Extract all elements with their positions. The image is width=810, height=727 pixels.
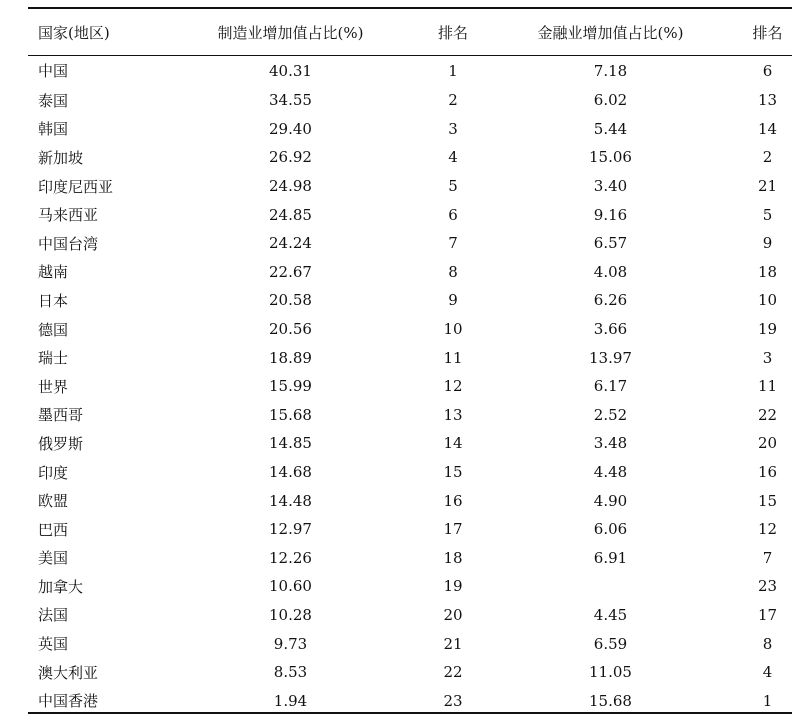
finance-share-cell: 6.57 bbox=[593, 234, 628, 253]
manufacturing-rank-cell: 21 bbox=[443, 634, 463, 653]
manufacturing-rank-cell: 4 bbox=[448, 148, 458, 167]
table-row bbox=[28, 515, 810, 544]
manufacturing-share-cell: 20.56 bbox=[269, 320, 312, 339]
table-row bbox=[28, 200, 810, 229]
finance-rank-cell: 7 bbox=[762, 548, 773, 567]
country-cell: 俄罗斯 bbox=[38, 434, 84, 453]
header-finance-share: 金融业增加值占比(%) bbox=[537, 23, 684, 42]
finance-rank-cell: 8 bbox=[762, 634, 773, 653]
header-country: 国家(地区) bbox=[38, 23, 110, 42]
manufacturing-rank-cell: 15 bbox=[443, 463, 463, 482]
finance-rank-cell: 18 bbox=[757, 262, 778, 281]
table-row bbox=[28, 172, 810, 201]
country-cell: 马来西亚 bbox=[38, 206, 99, 225]
finance-rank-cell: 19 bbox=[757, 320, 778, 339]
manufacturing-rank-cell: 16 bbox=[443, 491, 463, 510]
data-table bbox=[28, 9, 810, 715]
finance-share-cell: 6.91 bbox=[593, 548, 628, 567]
finance-share-cell: 15.06 bbox=[589, 148, 632, 167]
manufacturing-rank-cell: 17 bbox=[443, 520, 463, 539]
manufacturing-rank-cell: 23 bbox=[443, 691, 463, 710]
country-cell: 泰国 bbox=[38, 91, 69, 110]
manufacturing-share-cell: 34.55 bbox=[269, 91, 312, 110]
finance-share-cell: 6.02 bbox=[593, 91, 628, 110]
table-row bbox=[28, 658, 810, 687]
manufacturing-share-cell: 20.58 bbox=[269, 291, 312, 310]
manufacturing-share-cell: 22.67 bbox=[269, 262, 312, 281]
finance-rank-cell: 2 bbox=[762, 148, 773, 167]
table-header bbox=[28, 9, 810, 55]
finance-share-cell: 15.68 bbox=[589, 691, 632, 710]
finance-share-cell: 6.59 bbox=[593, 634, 628, 653]
finance-rank-cell: 17 bbox=[757, 605, 778, 624]
table-row bbox=[28, 115, 810, 144]
manufacturing-share-cell: 1.94 bbox=[273, 691, 308, 710]
country-cell: 瑞士 bbox=[38, 349, 69, 368]
finance-share-cell: 7.18 bbox=[593, 61, 628, 80]
finance-rank-cell: 6 bbox=[762, 61, 773, 80]
manufacturing-rank-cell: 9 bbox=[448, 291, 458, 310]
finance-rank-cell: 12 bbox=[757, 520, 778, 539]
finance-rank-cell: 13 bbox=[757, 91, 778, 110]
manufacturing-share-cell: 12.26 bbox=[269, 548, 312, 567]
manufacturing-rank-cell: 7 bbox=[448, 234, 458, 253]
manufacturing-share-cell: 26.92 bbox=[269, 148, 312, 167]
table-row bbox=[28, 629, 810, 658]
finance-share-cell: 2.52 bbox=[593, 405, 628, 424]
manufacturing-share-cell: 12.97 bbox=[269, 520, 312, 539]
table-row bbox=[28, 486, 810, 515]
table-row bbox=[28, 572, 810, 601]
table-row bbox=[28, 229, 810, 258]
manufacturing-share-cell: 29.40 bbox=[269, 119, 312, 138]
country-cell: 加拿大 bbox=[38, 577, 84, 596]
country-cell: 越南 bbox=[38, 263, 69, 282]
manufacturing-share-cell: 14.48 bbox=[269, 491, 312, 510]
finance-share-cell: 4.48 bbox=[593, 463, 628, 482]
manufacturing-share-cell: 40.31 bbox=[269, 61, 312, 80]
manufacturing-rank-cell: 20 bbox=[443, 605, 463, 624]
header-row bbox=[28, 9, 810, 55]
finance-share-cell: 3.48 bbox=[593, 434, 628, 453]
finance-rank-cell: 20 bbox=[757, 434, 778, 453]
finance-rank-cell: 21 bbox=[757, 177, 778, 196]
table-row bbox=[28, 286, 810, 315]
country-cell: 韩国 bbox=[38, 120, 69, 139]
country-cell: 新加坡 bbox=[38, 148, 84, 167]
finance-rank-cell: 23 bbox=[757, 577, 778, 596]
manufacturing-share-cell: 9.73 bbox=[273, 634, 308, 653]
manufacturing-share-cell: 8.53 bbox=[273, 663, 308, 682]
finance-share-cell: 3.40 bbox=[593, 177, 628, 196]
finance-share-cell: 4.90 bbox=[593, 491, 628, 510]
country-cell: 日本 bbox=[38, 291, 69, 310]
manufacturing-share-cell: 10.28 bbox=[269, 605, 312, 624]
manufacturing-share-cell: 10.60 bbox=[269, 577, 312, 596]
manufacturing-rank-cell: 6 bbox=[448, 205, 458, 224]
manufacturing-share-cell: 24.85 bbox=[269, 205, 312, 224]
table-row bbox=[28, 258, 810, 287]
country-cell: 中国香港 bbox=[38, 692, 99, 711]
country-cell: 中国 bbox=[38, 62, 69, 80]
finance-share-cell: 6.17 bbox=[593, 377, 628, 396]
finance-rank-cell: 4 bbox=[762, 663, 773, 682]
finance-share-cell: 4.08 bbox=[593, 262, 628, 281]
manufacturing-rank-cell: 1 bbox=[448, 61, 458, 80]
finance-share-cell: 6.06 bbox=[593, 520, 628, 539]
table-row bbox=[28, 55, 810, 86]
finance-rank-cell: 22 bbox=[757, 405, 778, 424]
header-manufacturing-share: 制造业增加值占比(%) bbox=[217, 23, 364, 42]
country-cell: 墨西哥 bbox=[38, 406, 84, 425]
finance-rank-cell: 9 bbox=[762, 234, 773, 253]
header-manufacturing-rank: 排名 bbox=[437, 23, 468, 42]
manufacturing-rank-cell: 2 bbox=[448, 91, 458, 110]
manufacturing-rank-cell: 12 bbox=[443, 377, 463, 396]
country-cell: 英国 bbox=[38, 635, 69, 654]
manufacturing-share-cell: 18.89 bbox=[269, 348, 312, 367]
country-cell: 法国 bbox=[38, 606, 69, 625]
country-cell: 澳大利亚 bbox=[38, 663, 99, 682]
country-cell: 世界 bbox=[38, 377, 69, 396]
finance-share-cell bbox=[513, 572, 708, 601]
country-cell: 印度 bbox=[38, 463, 69, 482]
manufacturing-rank-cell: 13 bbox=[443, 405, 463, 424]
manufacturing-share-cell: 24.98 bbox=[269, 177, 312, 196]
manufacturing-share-cell: 14.85 bbox=[269, 434, 312, 453]
table-row bbox=[28, 429, 810, 458]
finance-share-cell: 5.44 bbox=[593, 119, 628, 138]
manufacturing-rank-cell: 18 bbox=[443, 548, 463, 567]
manufacturing-share-cell: 14.68 bbox=[269, 463, 312, 482]
finance-rank-cell: 1 bbox=[762, 691, 773, 710]
table-row bbox=[28, 372, 810, 401]
table-row bbox=[28, 315, 810, 344]
manufacturing-rank-cell: 22 bbox=[443, 663, 463, 682]
finance-share-cell: 3.66 bbox=[593, 320, 628, 339]
table-row bbox=[28, 401, 810, 430]
finance-rank-cell: 14 bbox=[757, 119, 778, 138]
finance-rank-cell: 16 bbox=[757, 463, 778, 482]
manufacturing-rank-cell: 11 bbox=[443, 348, 463, 367]
finance-rank-cell: 10 bbox=[757, 291, 778, 310]
table-row bbox=[28, 143, 810, 172]
table-row bbox=[28, 601, 810, 630]
table-row bbox=[28, 86, 810, 115]
country-cell: 德国 bbox=[38, 320, 69, 339]
country-cell: 欧盟 bbox=[38, 492, 69, 511]
manufacturing-rank-cell: 14 bbox=[443, 434, 463, 453]
header-finance-rank: 排名 bbox=[752, 23, 783, 42]
manufacturing-rank-cell: 5 bbox=[448, 177, 458, 196]
finance-rank-cell: 5 bbox=[762, 205, 773, 224]
manufacturing-rank-cell: 3 bbox=[448, 119, 458, 138]
finance-share-cell: 11.05 bbox=[589, 663, 632, 682]
table-row bbox=[28, 458, 810, 487]
manufacturing-rank-cell: 8 bbox=[448, 262, 458, 281]
table-body bbox=[28, 55, 810, 715]
manufacturing-share-cell: 15.68 bbox=[269, 405, 312, 424]
finance-share-cell: 4.45 bbox=[593, 605, 628, 624]
country-cell: 美国 bbox=[38, 549, 69, 568]
finance-share-cell: 6.26 bbox=[593, 291, 628, 310]
country-cell: 中国台湾 bbox=[38, 234, 99, 253]
table-row bbox=[28, 343, 810, 372]
table-row bbox=[28, 544, 810, 573]
manufacturing-share-cell: 15.99 bbox=[269, 377, 312, 396]
table-row bbox=[28, 686, 810, 715]
manufacturing-rank-cell: 10 bbox=[443, 320, 463, 339]
manufacturing-share-cell: 24.24 bbox=[269, 234, 312, 253]
finance-share-cell: 13.97 bbox=[589, 348, 632, 367]
country-cell: 印度尼西亚 bbox=[38, 177, 114, 196]
manufacturing-rank-cell: 19 bbox=[443, 577, 463, 596]
finance-rank-cell: 11 bbox=[757, 377, 778, 396]
finance-rank-cell: 3 bbox=[762, 348, 773, 367]
finance-rank-cell: 15 bbox=[757, 491, 778, 510]
finance-share-cell: 9.16 bbox=[593, 205, 628, 224]
country-cell: 巴西 bbox=[38, 520, 69, 539]
